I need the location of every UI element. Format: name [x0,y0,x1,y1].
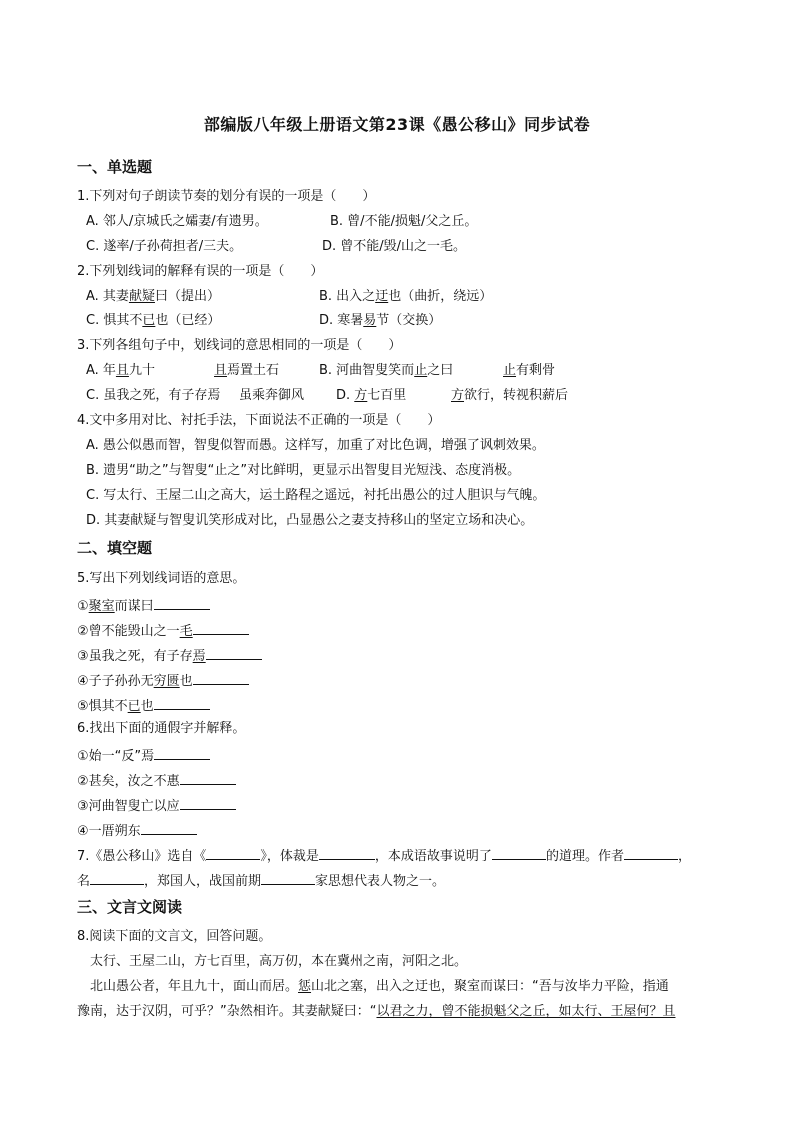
underlined-word: 且 [115,363,129,378]
q8-stem: 8.阅读下面的文言文，回答问题。 [77,929,272,944]
section-heading-fill-blank: 二、填空题 [77,539,153,557]
q7-line-1: 7.《愚公移山》选自《 》，体裁是 ，本成语故事说明了 的道理。作者 ， [77,845,691,866]
underlined-word: 迂 [375,289,389,304]
q5-item-4: ④子子孙孙无穷匮也 [77,670,249,691]
q1-option-b: B. 曾/不能/损魁/父之丘。 [330,214,478,229]
q5-item-1: ①聚室而谋曰 [77,595,210,616]
q5-stem: 5.写出下列划线词语的意思。 [77,571,246,586]
q3-option-d-part2: 方欲行，转视积薪后 [451,388,569,403]
q4-stem: 4.文中多用对比、衬托手法，下面说法不正确的一项是（ ） [77,413,441,428]
answer-blank[interactable] [206,645,262,660]
q3-stem: 3.下列各组句子中，划线词的意思相同的一项是（ ） [77,338,402,353]
q6-stem: 6.找出下面的通假字并解释。 [77,721,246,736]
document-title: 部编版八年级上册语文第23课《愚公移山》同步试卷 [203,115,591,134]
answer-blank[interactable] [193,620,249,635]
section-heading-single-choice: 一、单选题 [77,158,153,176]
answer-blank[interactable] [154,695,210,710]
q6-item-1: ①始一“反”焉 [77,745,210,766]
underlined-word: 已 [127,699,141,714]
q3-option-b-part2: 止有剩骨 [503,363,556,378]
underlined-word: 且 [214,363,228,378]
q1-option-c: C. 遂率/子孙荷担者/三夫。 [86,239,243,254]
q5-item-3: ③虽我之死，有子存焉 [77,645,262,666]
underlined-word: 方 [451,388,465,403]
underlined-word: 止 [414,363,428,378]
answer-blank[interactable] [180,795,236,810]
answer-blank[interactable] [261,870,315,885]
underlined-word: 穷匮 [153,674,180,689]
q4-option-b: B. 遗男“助之”与智叟“止之”对比鲜明，更显示出智叟目光短浅、态度消极。 [86,463,521,478]
q5-item-2: ②曾不能毁山之一毛 [77,620,249,641]
q3-option-c-part2: 虽乘奔御风 [239,388,305,403]
q6-item-2: ②甚矣，汝之不惠 [77,770,236,791]
section-heading-classical-reading: 三、文言文阅读 [77,898,183,916]
q6-item-3: ③河曲智叟亡以应 [77,795,236,816]
underlined-word: 聚室 [88,599,115,614]
underlined-word: 易 [363,313,377,328]
q2-option-a: A. 其妻献疑曰（提出） [86,289,220,304]
q4-option-c: C. 写太行、王屋二山之高大，运土路程之遥远，衬托出愚公的过人胆识与气魄。 [86,488,546,503]
q4-option-a: A. 愚公似愚而智，智叟似智而愚。这样写，加重了对比色调，增强了讽刺效果。 [86,438,545,453]
q1-stem: 1.下列对句子朗读节奏的划分有误的一项是（ ） [77,189,376,204]
underlined-word: 已 [142,313,156,328]
underlined-word: 献疑 [128,289,155,304]
answer-blank[interactable] [180,770,236,785]
passage-paragraph-2-cont: 豫南，达于汉阴，可乎？”杂然相许。其妻献疑曰：“以君之力，曾不能损魁父之丘，如太行、王屋何？且 [77,1004,676,1019]
q3-option-b-part1: B. 河曲智叟笑而止之曰 [319,363,454,378]
answer-blank[interactable] [206,845,260,860]
answer-blank[interactable] [193,670,249,685]
q1-option-d: D. 曾不能/毁/山之一毛。 [322,239,467,254]
answer-blank[interactable] [624,845,678,860]
q6-item-4: ④一厝朔东 [77,820,197,841]
q7-line-2: 名 ，郑国人，战国前期 家思想代表人物之一。 [77,870,445,891]
answer-blank[interactable] [141,820,197,835]
underlined-sentence: 以君之力，曾不能损魁父之丘，如太行、王屋何？且 [376,1004,676,1019]
q2-stem: 2.下列划线词的解释有误的一项是（ ） [77,264,324,279]
q3-option-c-part1: C. 虽我之死，有子存焉 [86,388,221,403]
q2-option-c: C. 惧其不已也（已经） [86,313,221,328]
underlined-word: 方 [354,388,368,403]
q3-option-a-part1: A. 年且九十 [86,363,155,378]
answer-blank[interactable] [154,595,210,610]
answer-blank[interactable] [90,870,144,885]
passage-paragraph-1: 太行、王屋二山，方七百里，高万仞，本在冀州之南，河阳之北。 [90,954,468,969]
q1-option-a: A. 邻人/京城氏之孀妻/有遗男。 [86,214,268,229]
q3-option-a-part2: 且焉置土石 [214,363,280,378]
underlined-word: 焉 [192,649,206,664]
underlined-word: 惩 [298,979,312,994]
q2-option-b: B. 出入之迂也（曲折，绕远） [319,289,493,304]
passage-paragraph-2: 北山愚公者，年且九十，面山而居。惩山北之塞，出入之迂也，聚室而谋曰：“吾与汝毕力平险，指通 [90,979,669,994]
q3-option-d-part1: D. 方七百里 [336,388,407,403]
answer-blank[interactable] [492,845,546,860]
underlined-word: 止 [503,363,517,378]
q4-option-d: D. 其妻献疑与智叟讥笑形成对比，凸显愚公之妻支持移山的坚定立场和决心。 [86,513,534,528]
answer-blank[interactable] [154,745,210,760]
q5-item-5: ⑤惧其不已也 [77,695,210,716]
q2-option-d: D. 寒暑易节（交换） [319,313,442,328]
answer-blank[interactable] [319,845,375,860]
underlined-word: 毛 [179,624,193,639]
